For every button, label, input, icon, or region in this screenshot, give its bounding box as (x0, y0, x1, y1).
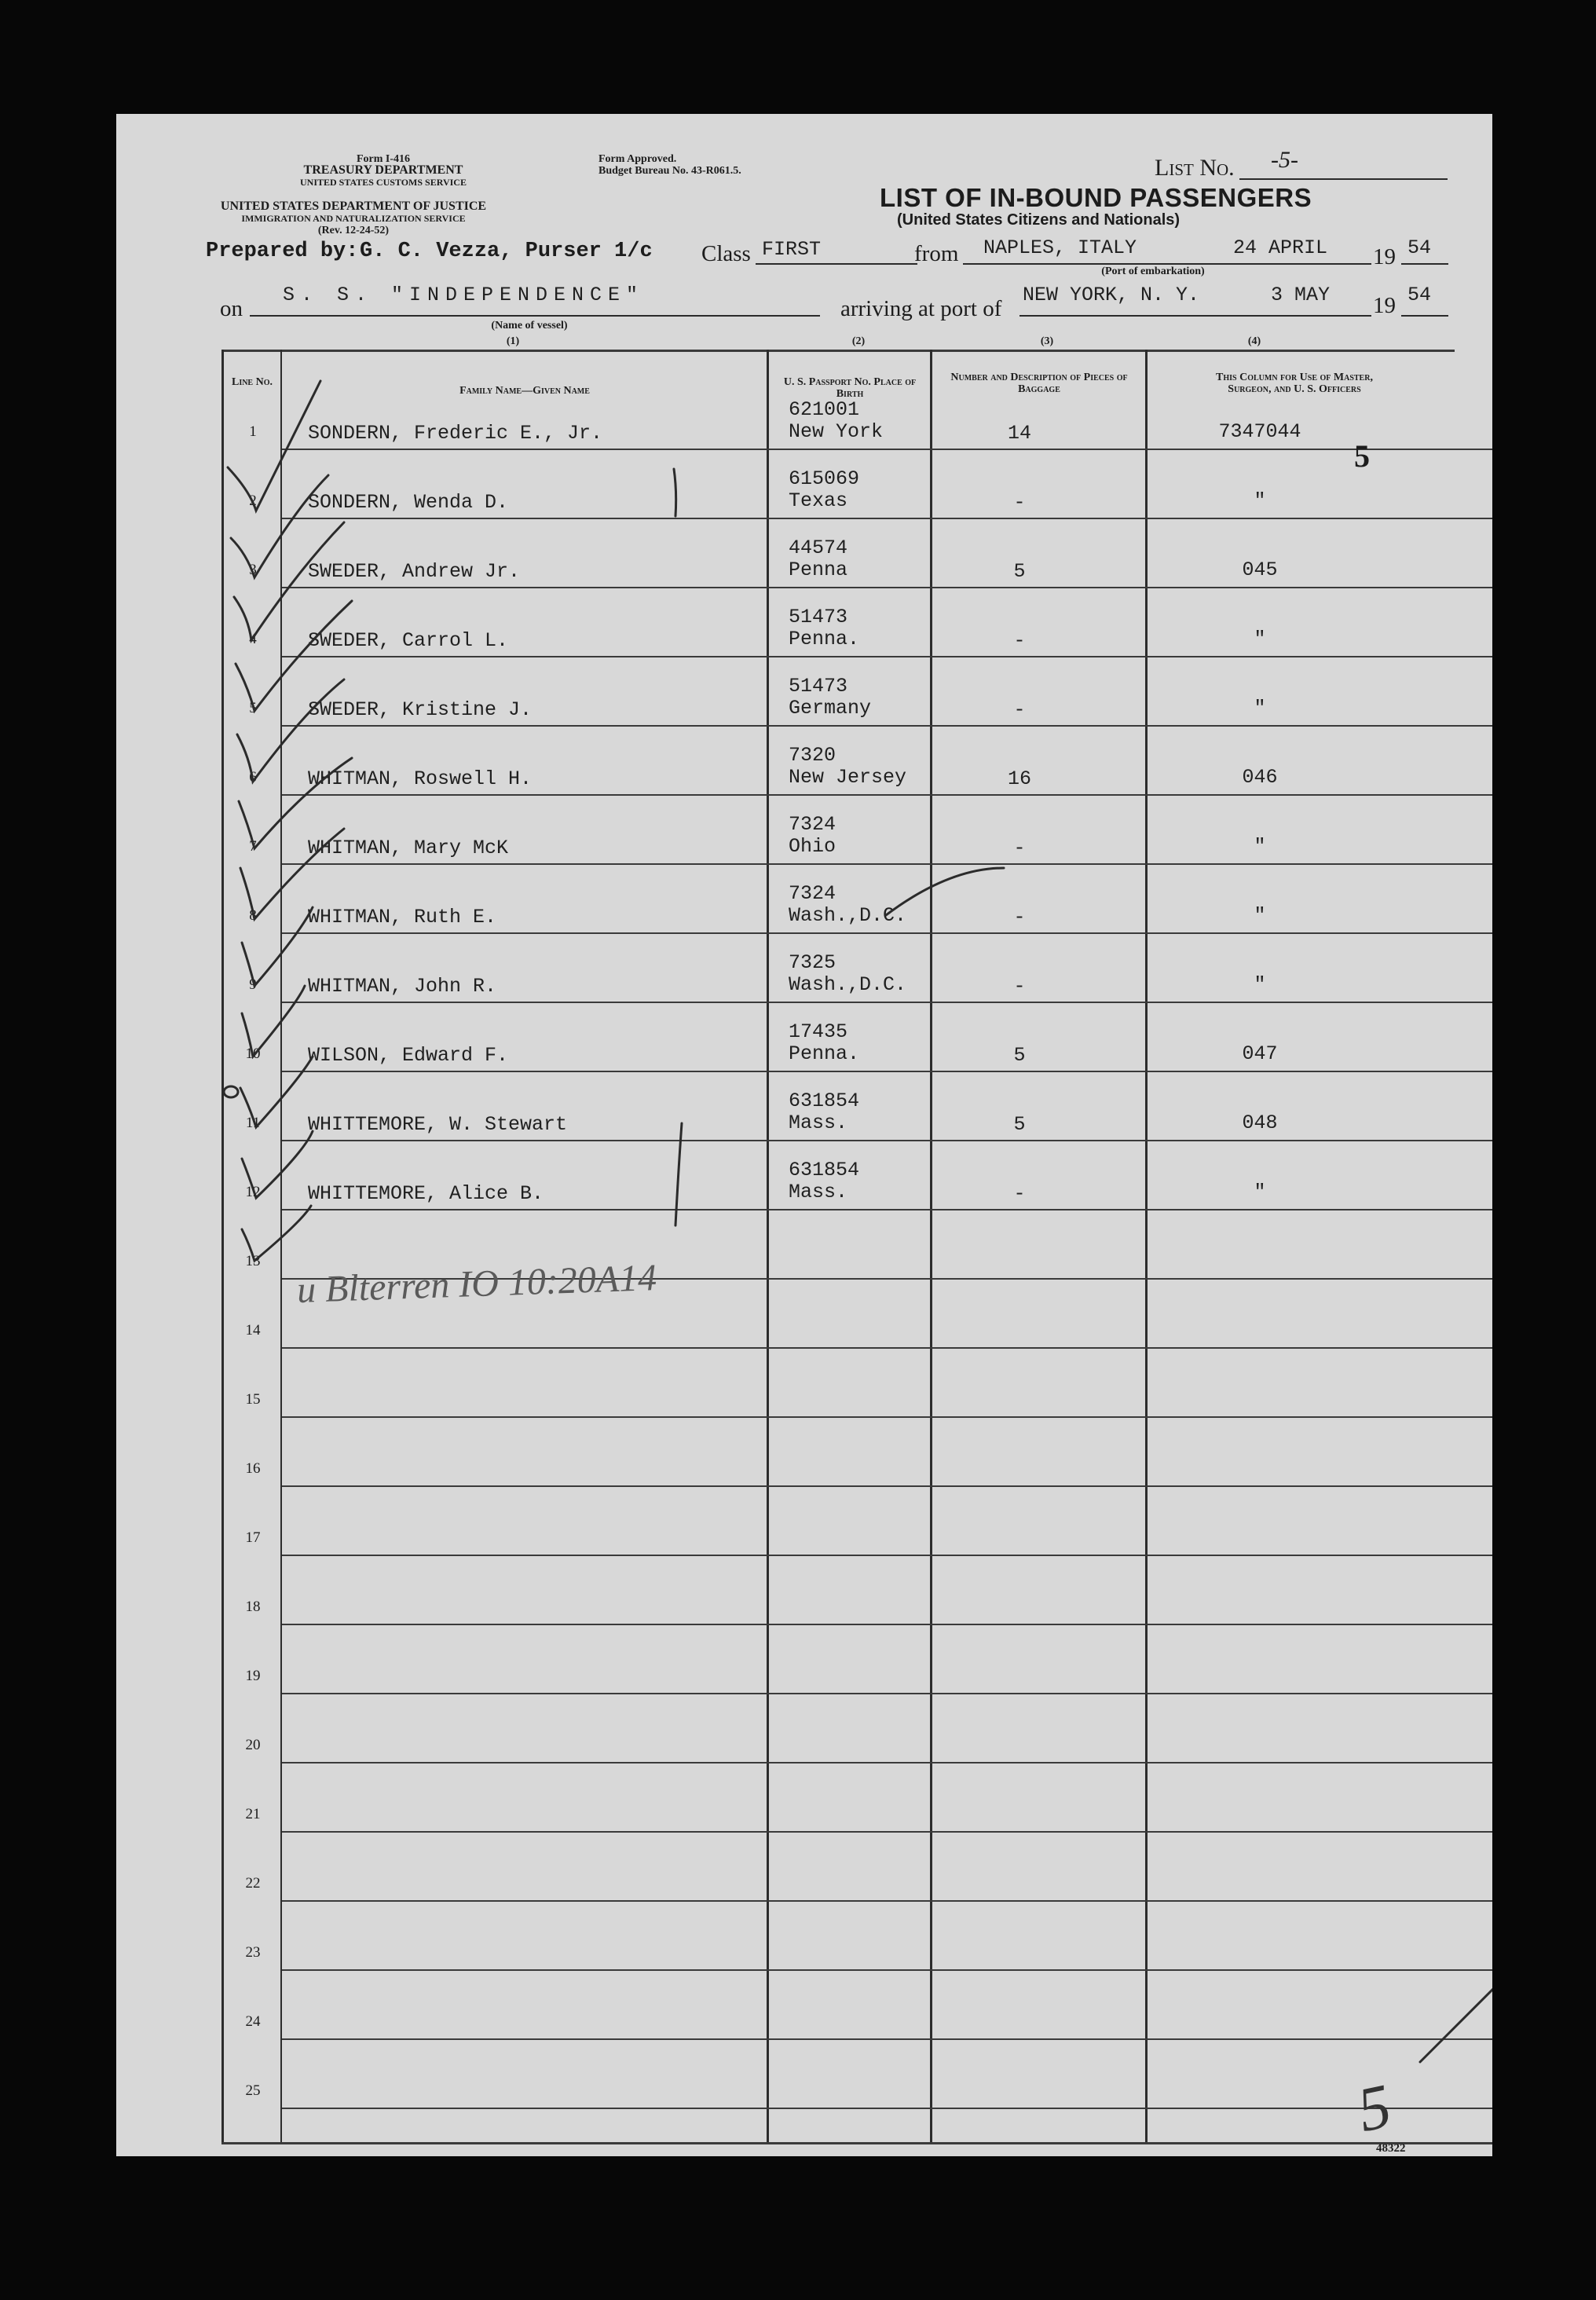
line-number: 20 (245, 1737, 261, 1753)
baggage-count: 5 (1013, 1044, 1026, 1067)
row-rule (282, 1071, 1492, 1072)
row-rule (282, 1969, 1492, 1971)
officer-entry: " (1254, 489, 1266, 512)
line-number: 25 (245, 2082, 261, 2099)
baggage-count: - (1013, 837, 1026, 859)
list-no-label: List No. (1155, 155, 1235, 181)
place-of-birth: Wash.,D.C. (789, 904, 907, 927)
officer-entry: " (1254, 973, 1266, 996)
row-rule (282, 863, 1492, 865)
row-rule (282, 1900, 1492, 1902)
row-rule (282, 656, 1492, 657)
line-number: 14 (245, 1322, 261, 1339)
place-of-birth: Wash.,D.C. (789, 973, 907, 996)
baggage-count: 16 (1007, 767, 1031, 790)
passport-number: 7324 (789, 813, 836, 836)
port-caption: (Port of embarkation) (1101, 266, 1205, 277)
from-year-prefix: 19 (1373, 244, 1396, 269)
line-number: 11 (245, 1115, 261, 1131)
from-year-line (1401, 263, 1448, 265)
place-of-birth: New York (789, 420, 884, 443)
form-title: LIST OF IN-BOUND PASSENGERS (880, 183, 1312, 212)
from-date: 24 APRIL (1233, 236, 1328, 259)
header-baggage: Number and Description of Pieces of Baggage (950, 372, 1128, 395)
col-divider-passport (930, 350, 932, 2142)
place-of-birth: Penna. (789, 1042, 860, 1065)
on-label: on (220, 296, 243, 321)
officer-entry: 048 (1242, 1112, 1278, 1134)
revision: (Rev. 12-24-52) (317, 225, 390, 236)
line-number: 10 (245, 1046, 261, 1062)
line-number: 18 (245, 1599, 261, 1615)
baggage-count: 14 (1007, 422, 1031, 445)
checkmark (237, 679, 344, 782)
arrival-line (1019, 315, 1371, 317)
line-number: 21 (245, 1806, 261, 1822)
vessel-caption: (Name of vessel) (491, 320, 568, 331)
form-subtitle: (United States Citizens and Nationals) (897, 211, 1181, 229)
line-number: 1 (249, 423, 257, 440)
col2-number: (2) (851, 335, 866, 347)
place-of-birth: Mass. (789, 1112, 848, 1134)
passport-number: 621001 (789, 398, 860, 421)
baggage-count: - (1013, 698, 1026, 721)
passport-number: 51473 (789, 675, 848, 698)
baggage-count: - (1013, 975, 1026, 998)
baggage-count: 5 (1013, 1113, 1026, 1136)
passenger-name: WHITMAN, Ruth E. (308, 906, 497, 928)
row-rule (282, 1140, 1492, 1141)
row-rule (282, 2108, 1492, 2109)
form-number: Form I-416 (356, 153, 411, 165)
passport-number: 44574 (789, 537, 848, 559)
row-rule (282, 1347, 1492, 1349)
row-rule (282, 1624, 1492, 1625)
line-number: 6 (249, 769, 257, 786)
passenger-name: WHITTEMORE, Alice B. (308, 1182, 544, 1205)
passport-number: 17435 (789, 1020, 848, 1043)
header-line-no: Line No. (231, 376, 273, 388)
row-rule (282, 725, 1492, 727)
baggage-count: - (1013, 1182, 1026, 1205)
list-no-line (1239, 178, 1448, 180)
row-rule (282, 518, 1492, 519)
count-mark: 5 (1354, 438, 1370, 474)
class-label: Class (701, 241, 751, 266)
col4-number: (4) (1247, 335, 1261, 347)
place-of-birth: Ohio (789, 835, 836, 858)
officer-entry: " (1254, 1181, 1266, 1203)
officer-entry: 045 (1242, 559, 1278, 581)
tally-mark (674, 469, 676, 516)
bottom-mark: 5 (1352, 2071, 1397, 2146)
baggage-count: - (1013, 906, 1026, 928)
line-number: 12 (245, 1184, 261, 1200)
line-number: 24 (245, 2013, 261, 2030)
arrival-year-prefix: 19 (1373, 293, 1396, 318)
customs-service: UNITED STATES CUSTOMS SERVICE (300, 177, 467, 188)
line-number: 8 (249, 907, 257, 924)
passport-number: 631854 (789, 1090, 860, 1112)
officer-entry: 046 (1242, 766, 1278, 789)
arrival-year-line (1401, 315, 1448, 317)
passenger-name: WHITMAN, Roswell H. (308, 767, 533, 790)
passenger-name: SONDERN, Frederic E., Jr. (308, 422, 603, 445)
line-number: 19 (245, 1668, 261, 1684)
row-rule (282, 1693, 1492, 1694)
checkmark (228, 381, 320, 511)
line-number: 4 (249, 631, 257, 647)
row-rule (282, 449, 1492, 450)
baggage-count: 5 (1013, 560, 1026, 583)
line-number: 23 (245, 1944, 261, 1961)
line-number: 16 (245, 1460, 261, 1477)
officer-entry: " (1254, 697, 1266, 720)
line-number: 22 (245, 1875, 261, 1892)
passenger-name: WILSON, Edward F. (308, 1044, 509, 1067)
line-number: 7 (249, 838, 257, 855)
place-of-birth: Texas (789, 489, 848, 512)
manifest-page (116, 114, 1492, 2156)
row-rule (282, 1209, 1492, 1210)
header-passport: U. S. Passport No. Place of Birth (783, 376, 917, 400)
passport-number: 7320 (789, 744, 836, 767)
corner-stroke (1420, 1983, 1492, 2062)
arrival-date: 3 MAY (1271, 284, 1331, 306)
circle-mark (224, 1086, 238, 1097)
budget-bureau: Budget Bureau No. 43-R061.5. (598, 165, 741, 177)
officer-entry: " (1254, 904, 1266, 927)
from-year: 54 (1407, 236, 1432, 259)
passenger-name: WHITMAN, Mary McK (308, 837, 509, 859)
row-rule (282, 1485, 1492, 1487)
header-name: Family Name—Given Name (459, 385, 590, 397)
row-rule (282, 1555, 1492, 1556)
from-port: NAPLES, ITALY (983, 236, 1137, 259)
passenger-name: SONDERN, Wenda D. (308, 491, 509, 514)
officer-entry: " (1254, 835, 1266, 858)
col-divider-baggage (1145, 350, 1148, 2142)
arrival-port: NEW YORK, N. Y. (1023, 284, 1200, 306)
officer-entry: " (1254, 628, 1266, 650)
line-number: 2 (249, 493, 257, 509)
passenger-name: SWEDER, Kristine J. (308, 698, 533, 721)
table-top-border (221, 350, 1455, 352)
passport-number: 7325 (789, 951, 836, 974)
line-number: 9 (249, 976, 257, 993)
from-label: from (914, 241, 959, 266)
line-number: 5 (249, 700, 257, 716)
class-value: FIRST (762, 238, 822, 261)
line-number: 17 (245, 1529, 261, 1546)
row-rule (282, 1416, 1492, 1418)
list-no-value: -5- (1271, 147, 1298, 173)
prepared-by-value: G. C. Vezza, Purser 1/c (360, 240, 653, 263)
row-rule (282, 1002, 1492, 1003)
line-number: 15 (245, 1391, 261, 1408)
ins-service: IMMIGRATION AND NATURALIZATION SERVICE (241, 213, 466, 224)
officer-entry: 047 (1242, 1042, 1278, 1065)
vessel-name: S. S. "INDEPENDENCE" (283, 284, 645, 306)
col1-number: (1) (506, 335, 520, 347)
col3-number: (3) (1040, 335, 1054, 347)
col-divider-name (767, 350, 769, 2142)
place-of-birth: Germany (789, 697, 872, 720)
passport-number: 51473 (789, 606, 848, 628)
line-number: 13 (245, 1253, 261, 1269)
arriving-label: arriving at port of (840, 296, 1002, 321)
baggage-count: - (1013, 491, 1026, 514)
footer-code: 48322 (1376, 2142, 1406, 2155)
from-line (963, 263, 1371, 265)
vessel-line (250, 315, 820, 317)
form-approved: Form Approved. (598, 153, 677, 165)
line-number: 3 (249, 562, 257, 578)
class-line (756, 263, 917, 265)
row-rule (282, 1762, 1492, 1763)
row-rule (282, 587, 1492, 588)
justice-dept: UNITED STATES DEPARTMENT OF JUSTICE (220, 200, 487, 213)
passport-number: 615069 (789, 467, 860, 490)
prepared-by-label: Prepared by: (206, 240, 359, 263)
row-rule (282, 2038, 1492, 2040)
passport-number: 631854 (789, 1159, 860, 1181)
row-rule (282, 932, 1492, 934)
row-rule (282, 794, 1492, 796)
place-of-birth: Mass. (789, 1181, 848, 1203)
col-divider-line (280, 350, 282, 2142)
place-of-birth: Penna (789, 559, 848, 581)
table-left-border (221, 350, 224, 2142)
passenger-name: SWEDER, Andrew Jr. (308, 560, 521, 583)
place-of-birth: New Jersey (789, 766, 907, 789)
handwritten-note: u Blterren IO 10:20A14 (296, 1257, 657, 1311)
header-officers: This Column for Use of Master, Surgeon, and U. S. Officers (1216, 372, 1373, 395)
passenger-name: SWEDER, Carrol L. (308, 629, 509, 652)
passenger-name: WHITTEMORE, W. Stewart (308, 1113, 568, 1136)
passenger-name: WHITMAN, John R. (308, 975, 497, 998)
arrival-year: 54 (1407, 284, 1432, 306)
row-rule (282, 1831, 1492, 1833)
treasury-dept: TREASURY DEPARTMENT (303, 163, 463, 177)
table-bottom-border (221, 2142, 1492, 2144)
officer-entry: 7347044 (1218, 420, 1301, 443)
place-of-birth: Penna. (789, 628, 860, 650)
passport-number: 7324 (789, 882, 836, 905)
baggage-count: - (1013, 629, 1026, 652)
